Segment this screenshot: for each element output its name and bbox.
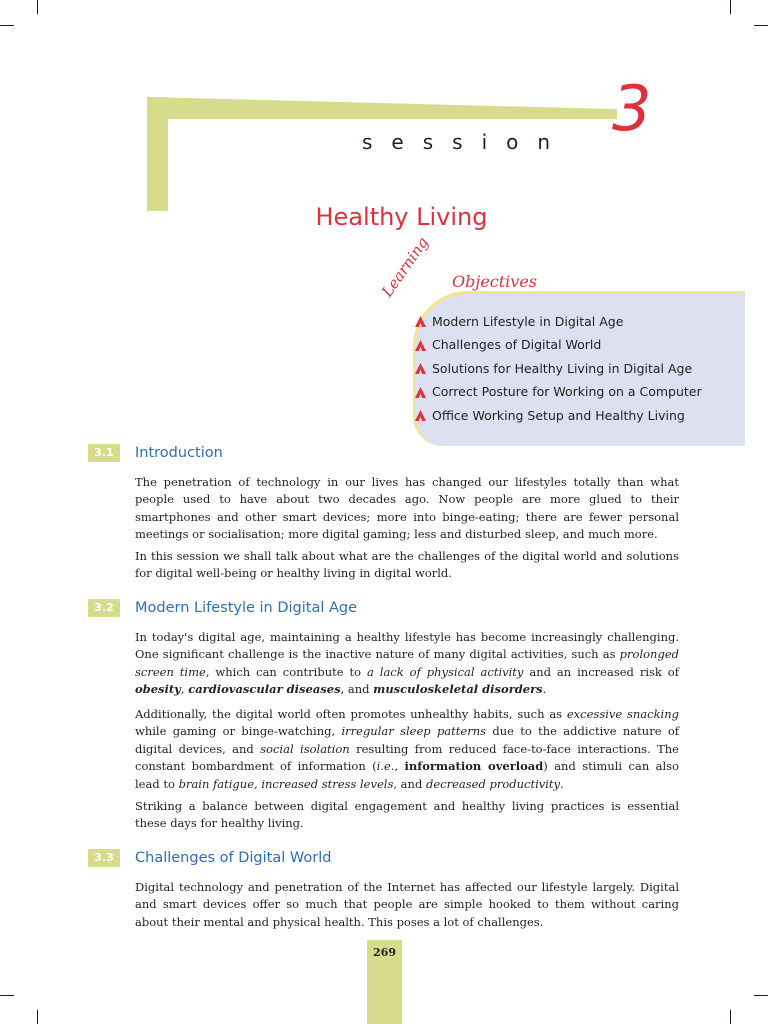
paragraph: In this session we shall talk about what are the challenges of the digital world and solutions for digital well-being or healthy living in digital world. bbox=[135, 549, 679, 581]
strong-emphasis: cardiovascular diseases bbox=[188, 682, 341, 697]
section-heading-challenges bbox=[88, 849, 331, 867]
emphasis: excessive snacking bbox=[566, 707, 680, 721]
crop-mark bbox=[754, 25, 768, 26]
text: , bbox=[180, 682, 189, 697]
triangle-bullet-icon bbox=[415, 387, 426, 398]
text: , bbox=[394, 759, 405, 774]
text: . bbox=[560, 776, 564, 791]
section-number-badge: 3.3 bbox=[88, 849, 120, 867]
text: Additionally, the digital world often promotes unhealthy habits, such as bbox=[135, 707, 567, 721]
emphasis: social isolation bbox=[260, 741, 350, 756]
text: and an increased risk of bbox=[523, 664, 679, 679]
objective-text: Office Working Setup and Healthy Living bbox=[432, 407, 685, 423]
page-number: 269 bbox=[373, 946, 396, 959]
emphasis: a lack of physical activity bbox=[366, 664, 524, 679]
text: resulting from reduced face-to-face interactions. The constant bombardment of information ( bbox=[135, 741, 679, 774]
crop-mark bbox=[730, 0, 731, 14]
strong-text: information overload bbox=[404, 759, 544, 774]
text: , which can contribute to bbox=[205, 664, 367, 679]
chapter-title: Healthy Living bbox=[315, 203, 488, 231]
section-title: Challenges of Digital World bbox=[135, 850, 332, 866]
strong-emphasis: obesity bbox=[135, 682, 181, 697]
objective-text: Modern Lifestyle in Digital Age bbox=[432, 313, 624, 329]
text: due to the addictive nature of digital devices, and bbox=[135, 724, 679, 756]
crop-mark bbox=[0, 25, 14, 26]
section-number-badge: 3.2 bbox=[88, 599, 120, 617]
session-bracket-left bbox=[147, 97, 168, 211]
paragraph bbox=[135, 706, 679, 793]
text: , and bbox=[393, 776, 426, 791]
crop-mark bbox=[37, 0, 38, 14]
paragraph bbox=[135, 629, 679, 699]
text: ) and stimuli can also lead to bbox=[135, 759, 679, 791]
text: while gaming or binge-watching, bbox=[135, 724, 342, 739]
triangle-bullet-icon bbox=[415, 363, 426, 374]
objective-text: Solutions for Healthy Living in Digital Age bbox=[432, 360, 693, 376]
section-heading-introduction bbox=[88, 444, 223, 462]
crop-mark bbox=[0, 995, 14, 996]
triangle-bullet-icon bbox=[415, 410, 426, 421]
section-number-badge: 3.1 bbox=[88, 444, 120, 462]
list-item bbox=[415, 334, 702, 358]
emphasis: decreased productivity bbox=[425, 776, 561, 791]
learning-objectives-label-objectives: Objectives bbox=[452, 272, 538, 291]
paragraph: Striking a balance between digital engagement and healthy living practices is essential these days for healthy living. bbox=[135, 799, 679, 831]
session-label: session bbox=[362, 130, 570, 154]
list-item bbox=[415, 310, 702, 334]
emphasis: irregular sleep patterns bbox=[341, 724, 487, 739]
section-title: Modern Lifestyle in Digital Age bbox=[135, 600, 358, 616]
emphasis: brain fatigue, increased stress levels bbox=[178, 776, 394, 791]
triangle-bullet-icon bbox=[415, 340, 426, 351]
list-item bbox=[415, 357, 702, 381]
emphasis: i.e. bbox=[376, 759, 395, 774]
section-title: Introduction bbox=[135, 445, 223, 461]
crop-mark bbox=[37, 1010, 38, 1024]
session-bracket-top bbox=[147, 97, 617, 119]
emphasis: prolonged screen time bbox=[135, 647, 679, 679]
section-heading-modern-lifestyle bbox=[88, 599, 357, 617]
crop-mark bbox=[754, 995, 768, 996]
learning-objectives-label-learning: Learning bbox=[378, 233, 433, 301]
list-item bbox=[415, 404, 702, 428]
strong-emphasis: musculoskeletal disorders bbox=[373, 682, 543, 697]
triangle-bullet-icon bbox=[415, 316, 426, 327]
session-number: 3 bbox=[612, 72, 652, 145]
text: In today's digital age, maintaining a healthy lifestyle has become increasingly challenging. One significant challenge is the inactive nature of many digital activities, such as bbox=[135, 630, 679, 662]
objective-text: Correct Posture for Working on a Computer bbox=[432, 384, 702, 400]
crop-mark bbox=[730, 1010, 731, 1024]
paragraph: Digital technology and penetration of the Internet has affected our lifestyle largely. Digital and smart devices offer so much that people are simple hooked to them without caring about their mental and physical health. This poses a lot of challenges. bbox=[135, 880, 679, 929]
paragraph: The penetration of technology in our lives has changed our lifestyles totally than what people used to have about two decades ago. Now people are more glued to their smartphones and other smart devices; more into binge-eating; there are fewer personal meetings or socialisation; more digital gaming; less and disturbed sleep, and much more. bbox=[135, 475, 679, 542]
list-item bbox=[415, 381, 702, 405]
learning-objectives-list bbox=[415, 310, 702, 428]
objective-text: Challenges of Digital World bbox=[432, 337, 602, 353]
text: , and bbox=[340, 682, 374, 697]
text: . bbox=[542, 682, 547, 697]
